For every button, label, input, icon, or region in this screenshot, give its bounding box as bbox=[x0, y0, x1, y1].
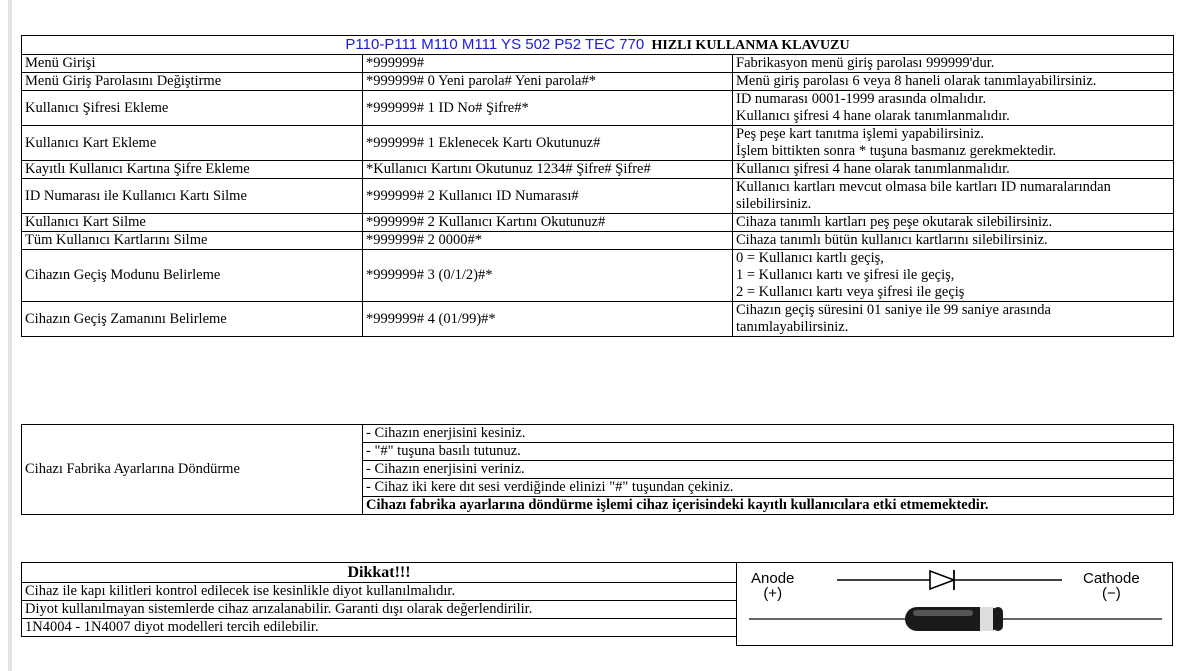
command-code: *999999# 3 (0/1/2)#* bbox=[363, 250, 733, 302]
diode-drawing bbox=[737, 563, 1172, 645]
command-info bbox=[733, 179, 1174, 214]
guide-title-row bbox=[22, 36, 1174, 55]
table-row bbox=[22, 161, 1174, 179]
info-line: 0 = Kullanıcı kartlı geçiş, bbox=[736, 250, 884, 266]
command-info bbox=[733, 214, 1174, 232]
table-row bbox=[22, 563, 737, 583]
info-line: silebilirsiniz. bbox=[736, 196, 812, 212]
guide-title-text: HIZLI KULLANMA KLAVUZU bbox=[651, 38, 850, 53]
table-row bbox=[22, 214, 1174, 232]
cathode-label-text: Cathode bbox=[1083, 570, 1140, 587]
command-code: *999999# bbox=[363, 55, 733, 73]
command-name: Tüm Kullanıcı Kartlarını Silme bbox=[22, 232, 363, 250]
command-code: *999999# 0 Yeni parola# Yeni parola#* bbox=[363, 73, 733, 91]
info-line: Kullanıcı şifresi 4 hane olarak tanımlanmalıdır. bbox=[736, 108, 1010, 124]
cathode-sign: (−) bbox=[1101, 585, 1121, 602]
info-line: 1 = Kullanıcı kartı ve şifresi ile geçiş, bbox=[736, 267, 955, 283]
command-name: Menü Giriş Parolasını Değiştirme bbox=[22, 73, 363, 91]
command-info bbox=[733, 55, 1174, 73]
info-line: tanımlayabilirsiniz. bbox=[736, 319, 849, 335]
info-line: ID numarası 0001-1999 arasında olmalıdır. bbox=[736, 91, 987, 107]
table-row bbox=[22, 425, 1174, 443]
command-code: *999999# 2 Kullanıcı ID Numarası# bbox=[363, 179, 733, 214]
table-row bbox=[22, 91, 1174, 126]
table-row bbox=[22, 583, 737, 601]
diode-symbol-icon bbox=[837, 570, 1062, 590]
info-line: Kullanıcı kartları mevcut olmasa bile kartları ID numaralarından bbox=[736, 179, 1111, 195]
factory-reset-table bbox=[21, 424, 1174, 515]
command-name: Cihazın Geçiş Modunu Belirleme bbox=[22, 250, 363, 302]
table-row bbox=[22, 601, 737, 619]
command-info bbox=[733, 126, 1174, 161]
command-info bbox=[733, 302, 1174, 337]
info-line: Cihaza tanımlı kartları peş peşe okutarak silebilirsiniz. bbox=[736, 214, 1053, 230]
command-info bbox=[733, 73, 1174, 91]
diode-component-icon bbox=[749, 607, 1162, 631]
command-name: Kullanıcı Şifresi Ekleme bbox=[22, 91, 363, 126]
info-line: Menü giriş parolası 6 veya 8 haneli olarak tanımlayabilirsiniz. bbox=[736, 73, 1097, 89]
reset-step: - "#" tuşuna basılı tutunuz. bbox=[363, 443, 1174, 461]
table-row bbox=[22, 55, 1174, 73]
diode-diagram bbox=[736, 562, 1173, 646]
command-name: Kullanıcı Kart Ekleme bbox=[22, 126, 363, 161]
info-line: İşlem bittikten sonra * tuşuna basmanız gerekmektedir. bbox=[736, 143, 1057, 159]
warning-table bbox=[21, 562, 737, 637]
command-name: Menü Girişi bbox=[22, 55, 363, 73]
info-line: 2 = Kullanıcı kartı veya şifresi ile geçiş bbox=[736, 284, 965, 300]
quick-guide-table bbox=[21, 35, 1174, 337]
guide-title-models: P110-P111 M110 M111 YS 502 P52 TEC 770 bbox=[345, 36, 645, 53]
info-line: Peş peşe kart tanıtma işlemi yapabilirsiniz. bbox=[736, 126, 985, 142]
table-row bbox=[22, 232, 1174, 250]
command-code: *Kullanıcı Kartını Okutunuz 1234# Şifre# Şifre# bbox=[363, 161, 733, 179]
command-code: *999999# 2 0000#* bbox=[363, 232, 733, 250]
anode-label-text: Anode bbox=[751, 570, 795, 587]
reset-step: - Cihazın enerjisini kesiniz. bbox=[363, 425, 1174, 443]
command-info bbox=[733, 91, 1174, 126]
table-row bbox=[22, 302, 1174, 337]
reset-step: - Cihaz iki kere dıt sesi verdiğinde elinizi "#" tuşundan çekiniz. bbox=[363, 479, 1174, 497]
warning-line: 1N4004 - 1N4007 diyot modelleri tercih edilebilir. bbox=[22, 619, 737, 637]
warning-line: Cihaz ile kapı kilitleri kontrol edilecek ise kesinlikle diyot kullanılmalıdır. bbox=[22, 583, 737, 601]
table-row bbox=[22, 73, 1174, 91]
command-info bbox=[733, 250, 1174, 302]
viewer-edge bbox=[8, 0, 12, 671]
command-code: *999999# 1 Eklenecek Kartı Okutunuz# bbox=[363, 126, 733, 161]
info-line: Cihazın geçiş süresini 01 saniye ile 99 saniye arasında bbox=[736, 302, 1051, 318]
command-info bbox=[733, 161, 1174, 179]
warning-title: Dikkat!!! bbox=[22, 563, 737, 583]
factory-reset-label: Cihazı Fabrika Ayarlarına Döndürme bbox=[22, 425, 363, 515]
reset-step: - Cihazın enerjisini veriniz. bbox=[363, 461, 1174, 479]
guide-title bbox=[22, 36, 1174, 55]
command-name: ID Numarası ile Kullanıcı Kartı Silme bbox=[22, 179, 363, 214]
command-code: *999999# 2 Kullanıcı Kartını Okutunuz# bbox=[363, 214, 733, 232]
table-row bbox=[22, 619, 737, 637]
command-code: *999999# 1 ID No# Şifre#* bbox=[363, 91, 733, 126]
command-code: *999999# 4 (01/99)#* bbox=[363, 302, 733, 337]
reset-note: Cihazı fabrika ayarlarına döndürme işlemi cihaz içerisindeki kayıtlı kullanıcılara etki etmemektedir. bbox=[363, 497, 1174, 515]
info-line: Cihaza tanımlı bütün kullanıcı kartlarını silebilirsiniz. bbox=[736, 232, 1048, 248]
table-row bbox=[22, 179, 1174, 214]
command-name: Kayıtlı Kullanıcı Kartına Şifre Ekleme bbox=[22, 161, 363, 179]
table-row bbox=[22, 250, 1174, 302]
info-line: Fabrikasyon menü giriş parolası 999999'dur. bbox=[736, 55, 995, 71]
anode-sign: (+) bbox=[763, 585, 783, 602]
command-name: Kullanıcı Kart Silme bbox=[22, 214, 363, 232]
command-info bbox=[733, 232, 1174, 250]
warning-line: Diyot kullanılmayan sistemlerde cihaz arızalanabilir. Garanti dışı olarak değerlendirilir. bbox=[22, 601, 737, 619]
command-name: Cihazın Geçiş Zamanını Belirleme bbox=[22, 302, 363, 337]
table-row bbox=[22, 126, 1174, 161]
info-line: Kullanıcı şifresi 4 hane olarak tanımlanmalıdır. bbox=[736, 161, 1010, 177]
